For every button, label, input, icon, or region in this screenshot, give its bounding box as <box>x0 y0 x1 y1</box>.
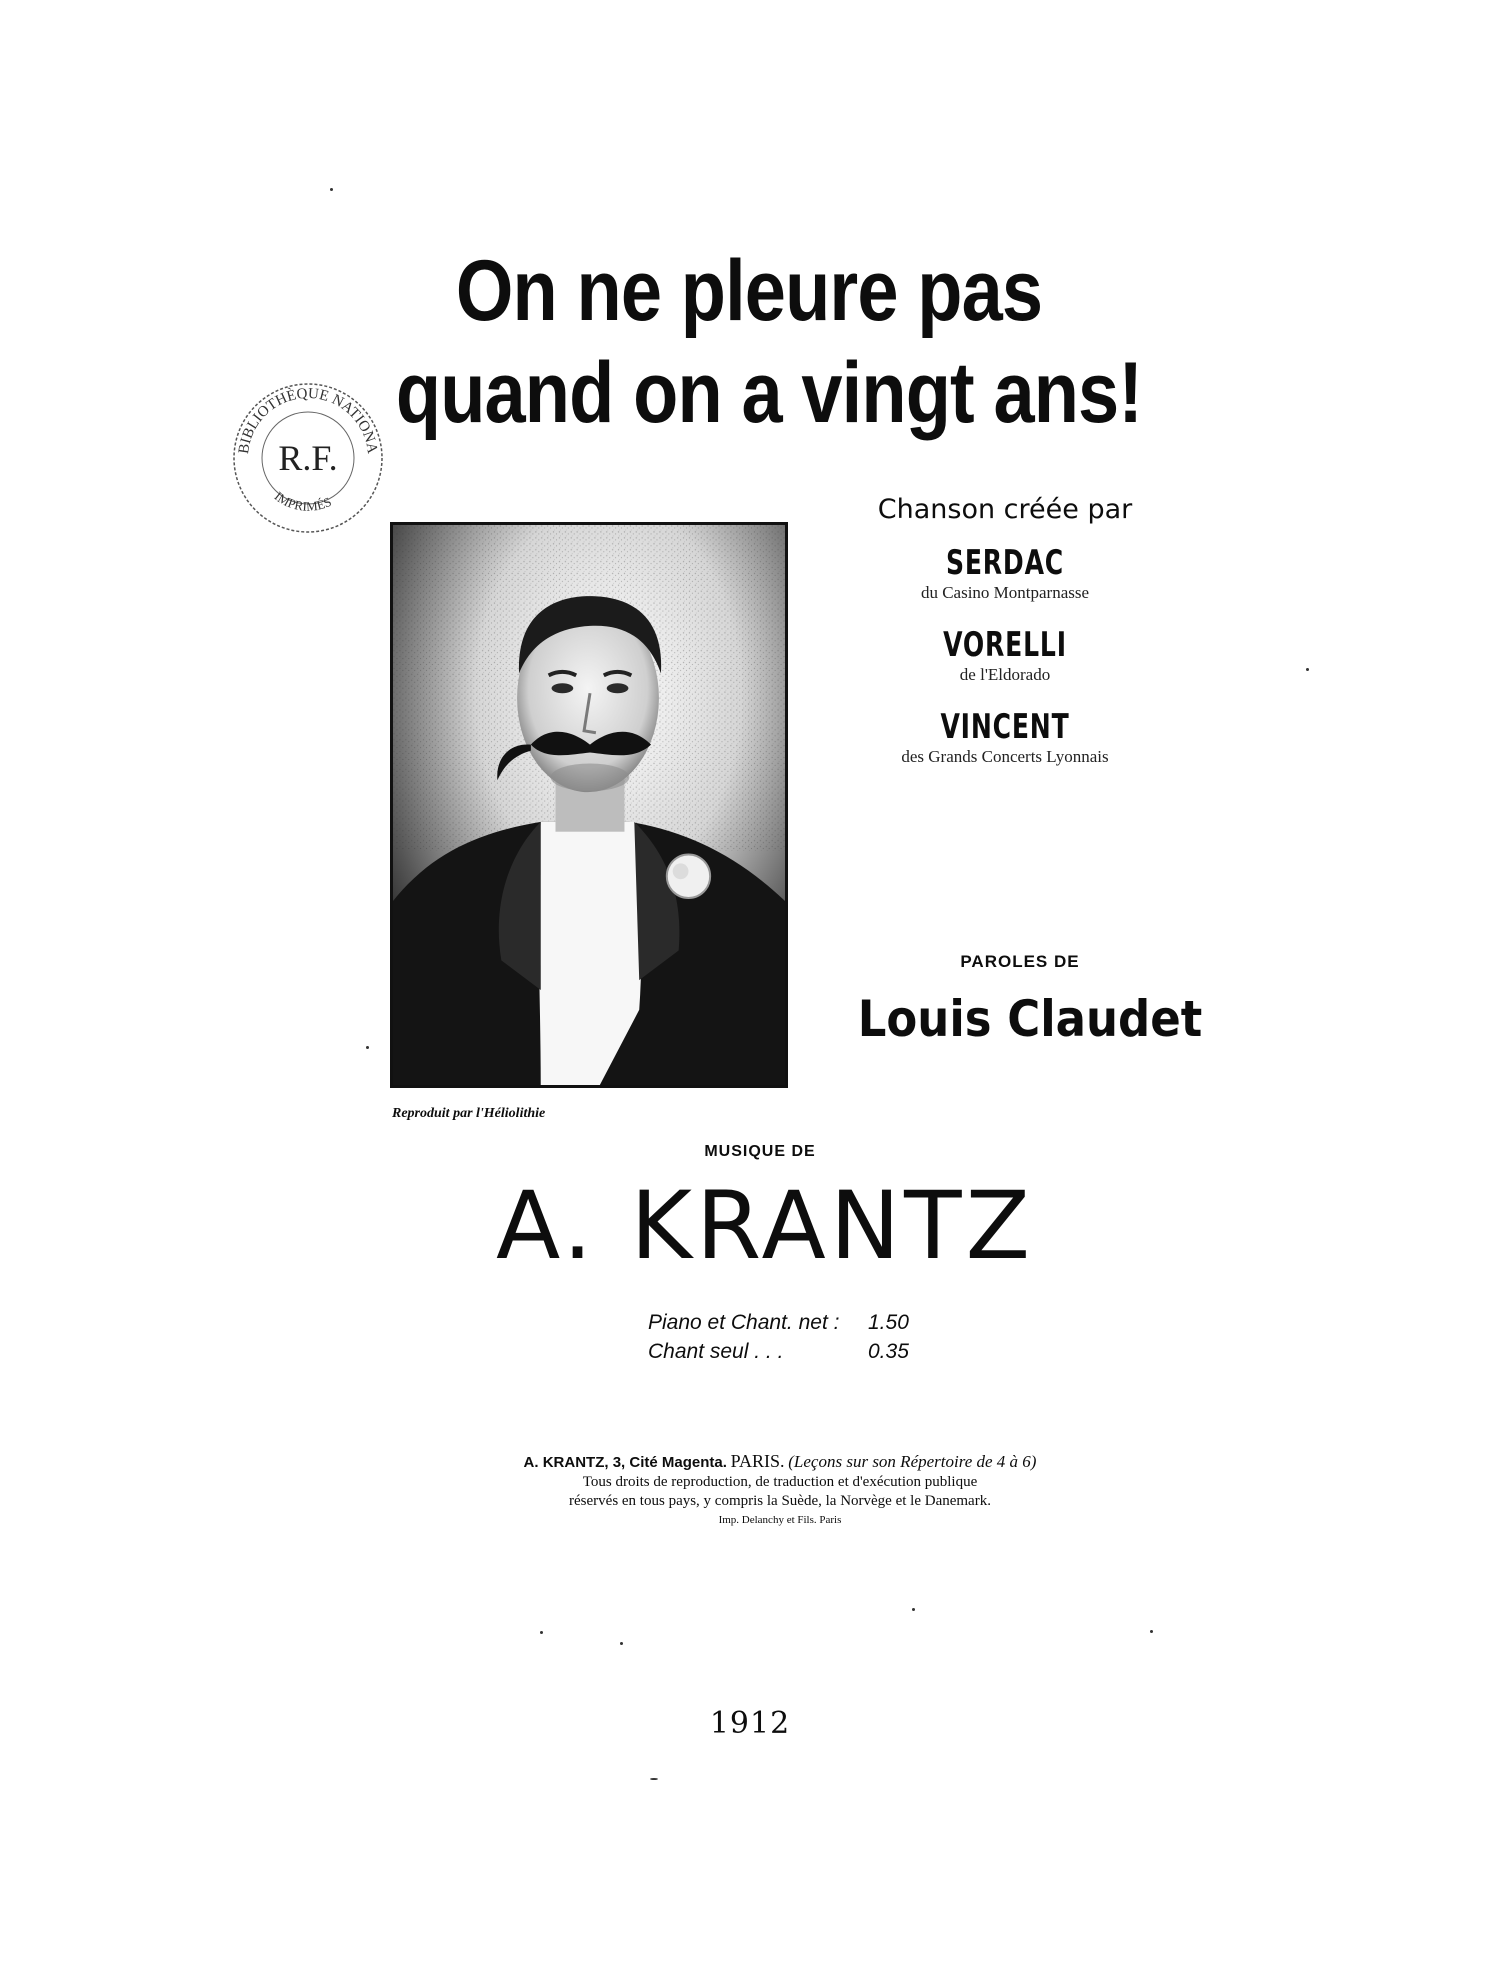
publisher-address <box>420 1452 1140 1473</box>
created-by-label: Chanson créée par <box>877 494 1133 525</box>
singer-venue: des Grands Concerts Lyonnais <box>901 747 1109 766</box>
portrait-image <box>393 525 785 1085</box>
stamp-center-text: R.F. <box>278 438 338 478</box>
title-line-2: quand on a vingt ans! <box>395 345 1143 441</box>
lyrics-label: PAROLES DE <box>960 952 1080 971</box>
music-label: MUSIQUE DE <box>704 1143 816 1160</box>
printer-line: Imp. Delanchy et Fils. Paris <box>718 1514 842 1526</box>
publisher-city: PARIS. <box>730 1451 785 1471</box>
scan-speck <box>540 1631 543 1634</box>
publication-year: 1912 <box>709 1706 791 1741</box>
price-label: Chant seul . . . <box>648 1340 784 1363</box>
singer-name: VINCENT <box>940 707 1070 747</box>
composer-name: A. KRANTZ <box>496 1172 1034 1281</box>
scan-speck <box>330 188 333 191</box>
price-row <box>648 1308 948 1337</box>
scan-speck <box>650 1778 658 1780</box>
created-by-block <box>840 494 1170 767</box>
stamp-seal-icon <box>228 378 388 538</box>
singer-name: SERDAC <box>945 543 1065 583</box>
library-stamp <box>228 378 388 538</box>
stamp-bottom-text: IMPRIMÉS <box>271 488 334 515</box>
publisher-name-address: A. KRANTZ, 3, Cité Magenta. <box>523 1454 727 1471</box>
rights-line: Tous droits de reproduction, de traduction et d'exécution publique <box>582 1474 978 1490</box>
singer-portrait-photo <box>390 522 788 1088</box>
title-line-1: On ne pleure pas <box>455 243 1043 339</box>
scan-speck <box>366 1046 369 1049</box>
singer-venue: du Casino Montparnasse <box>920 583 1090 602</box>
portrait-caption: Reproduit par l'Héliolithie <box>392 1106 546 1121</box>
price-list <box>648 1308 948 1366</box>
price-value: 1.50 <box>868 1311 909 1334</box>
lyricist-name: Louis Claudet <box>857 990 1203 1048</box>
publisher-block <box>420 1452 1140 1530</box>
price-row <box>648 1337 948 1366</box>
singer-name: VORELLI <box>943 625 1067 665</box>
scan-speck <box>620 1642 623 1645</box>
svg-text:IMPRIMÉS <box>272 488 334 514</box>
publisher-lessons: (Leçons sur son Répertoire de 4 à 6) <box>788 1452 1037 1471</box>
scan-speck <box>912 1608 915 1611</box>
scan-speck <box>1306 668 1309 671</box>
price-value: 0.35 <box>868 1340 909 1363</box>
scan-speck <box>1150 1630 1153 1633</box>
singer-venue: de l'Eldorado <box>959 665 1051 684</box>
stamp-ring-text: BIBLIOTHÈQUE NATIONA <box>236 385 380 455</box>
price-label: Piano et Chant. net : <box>648 1311 840 1334</box>
rights-line: réservés en tous pays, y compris la Suède, la Norvège et le Danemark. <box>569 1493 991 1509</box>
